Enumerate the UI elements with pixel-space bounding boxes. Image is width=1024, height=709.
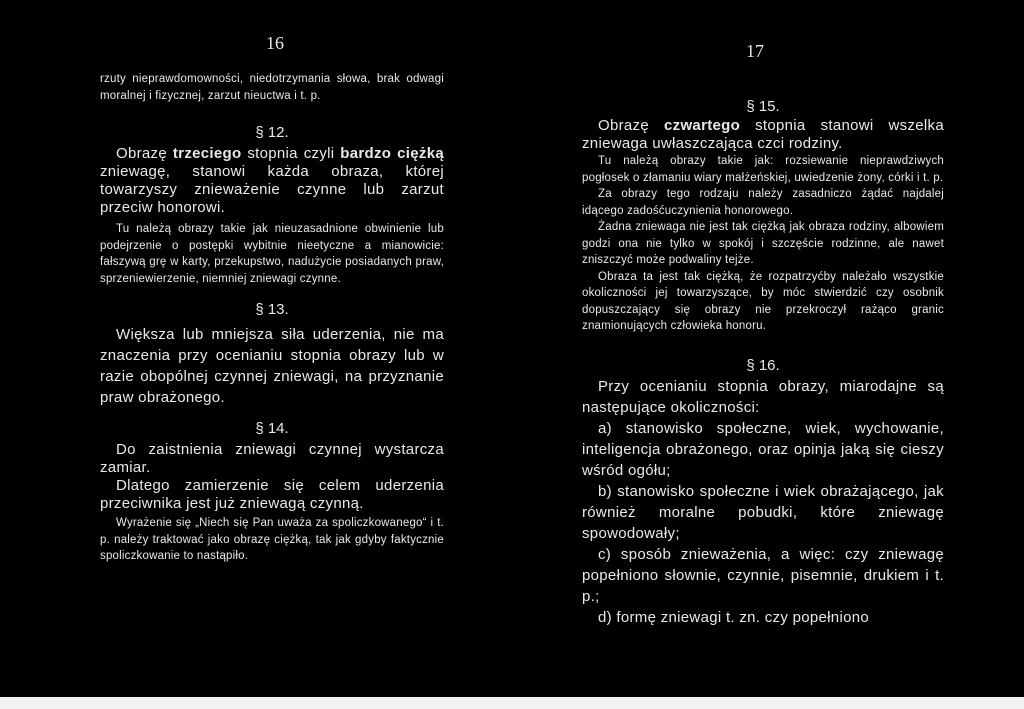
section-15-paragraph-5: Obraza ta jest tak ciężką, że rozpatrzyćby należało wszystkie okoliczności jej towarzyszące, by móc stwierdzić czy osobnik dopuszczający się obrazy nie przekroczył rażąco granic znamionujących człowieka honoru. <box>582 270 944 332</box>
section-14-paragraph-2: Dlatego zamierzenie się celem uderzenia przeciwnika jest już zniewagą czynną. <box>100 477 444 512</box>
text-run: zniewagę, stanowi każda obraza, której towarzyszy znieważenie czynne lub zarzut przeciw honorowi. <box>100 163 444 216</box>
section-16-heading: § 16. <box>746 356 780 374</box>
section-14-heading: § 14. <box>255 420 289 437</box>
section-14-paragraph-3: Wyrażenie się „Niech się Pan uważa za spoliczkowanego“ i t. p. należy traktować jako obrazę ciężką, tak jak gdyby faktycznie spoliczkowanie to nastąpiło. <box>100 517 444 562</box>
section-14-paragraph-1: Do zaistnienia zniewagi czynnej wystarcza zamiar. <box>100 441 444 476</box>
text-run: Obrazę <box>116 145 173 162</box>
page-number: 16 <box>266 33 284 53</box>
text-run: Obrazę <box>598 117 665 134</box>
section-15-paragraph-2: Tu należą obrazy takie jak: rozsiewanie nieprawdziwych pogłosek o złamaniu wiary małżeńskiej, uwiedzenie żony, córki i t. p. <box>582 155 944 184</box>
section-16-item-a: a) stanowisko społeczne, wiek, wychowanie, inteligencja obrażonego, oraz opinja jaką się cieszy wśród ogółu; <box>582 419 944 479</box>
text-run: stopnia czyli <box>241 145 341 162</box>
section-15-paragraph-4: Żadna zniewaga nie jest tak ciężką jak obraza rodziny, albowiem godzi ona nie tylko w spokój i szczęście rodzinne, ale nawet zniszczyć może podwaliny tejże. <box>582 221 944 266</box>
right-text-column <box>582 98 944 628</box>
section-15-paragraph-1 <box>582 117 944 153</box>
section-16-item-d: d) formę zniewagi t. zn. czy popełniono <box>598 608 869 626</box>
emphasis-czwartego: czwartego <box>664 117 741 134</box>
section-15-heading: § 15. <box>746 98 780 115</box>
section-16-item-c: c) sposób znieważenia, a więc: czy zniewagę popełniono słownie, czynnie, pisemnie, drukiem i t. p.; <box>582 545 944 605</box>
emphasis-trzeciego: trzeciego <box>172 145 242 162</box>
section-13-heading: § 13. <box>255 301 289 318</box>
section-16-paragraph-1: Przy ocenianiu stopnia obrazy, miarodajne są następujące okoliczności: <box>582 377 944 416</box>
right-page <box>520 0 1024 709</box>
section-15-paragraph-3: Za obrazy tego rodzaju należy zasadniczo żądać najdalej idącego zadośćuczynienia honorowego. <box>582 188 944 217</box>
bottom-scan-edge <box>0 697 1024 709</box>
section-12-paragraph-1 <box>100 145 444 217</box>
section-16-item-b: b) stanowisko społeczne i wiek obrażającego, jak również moralne pobudki, które zniewagę spowodowały; <box>582 482 944 542</box>
section-13-paragraph-1: Większa lub mniejsza siła uderzenia, nie ma znaczenia przy ocenianiu stopnia obrazy lub w razie obopólnej czynnej zniewagi, na przyznanie praw obrażonego. <box>100 326 444 406</box>
text-run: stopnia stanowi wszelka zniewaga uwłaszczająca czci rodziny. <box>582 117 944 152</box>
section-12-paragraph-2: Tu należą obrazy takie jak nieuzasadnione obwinienie lub podejrzenie o postępki wybitnie nieetyczne a mianowicie: fałszywą grę w karty, przekupstwo, nadużycie posiadanych praw, sprzeniewierzenie, niemniej zniewagi czynne. <box>100 223 444 285</box>
page-number: 17 <box>746 41 764 61</box>
section-12-heading: § 12. <box>255 124 289 141</box>
emphasis-bardzo-ciezka: bardzo ciężką <box>340 145 444 162</box>
left-text-column <box>100 71 444 565</box>
intro-paragraph: rzuty nieprawdomowności, niedotrzymania słowa, brak odwagi moralnej i fizycznej, zarzut nieuctwa i t. p. <box>100 73 444 102</box>
